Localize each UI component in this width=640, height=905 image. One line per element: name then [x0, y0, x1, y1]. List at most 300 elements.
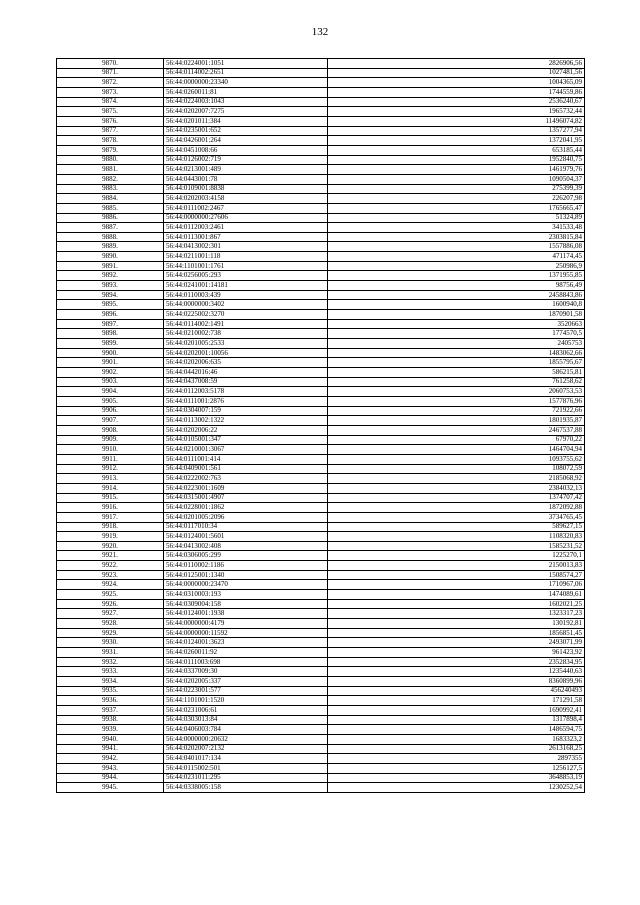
- cadastral-number-cell: 56:44:0338005:158: [164, 783, 328, 793]
- row-number-cell: 9886.: [57, 213, 164, 223]
- cadastral-value-cell: 1710967,06: [328, 580, 585, 590]
- cadastral-number-cell: 56:44:0114002:1491: [164, 319, 328, 329]
- cadastral-value-cell: 2536240,67: [328, 97, 585, 107]
- cadastral-number-cell: 56:44:1101001:1520: [164, 696, 328, 706]
- cadastral-number-cell: 56:44:0112003:5178: [164, 387, 328, 397]
- cadastral-number-cell: 56:44:0413002:408: [164, 541, 328, 551]
- row-number-cell: 9892.: [57, 271, 164, 281]
- table-row: [57, 744, 585, 754]
- cadastral-number-cell: 56:44:0235001:652: [164, 126, 328, 136]
- cadastral-number-cell: 56:44:0201005:2096: [164, 512, 328, 522]
- row-number-cell: 9908.: [57, 425, 164, 435]
- row-number-cell: 9889.: [57, 242, 164, 252]
- cadastral-value-cell: 171291,58: [328, 696, 585, 706]
- row-number-cell: 9900.: [57, 348, 164, 358]
- cadastral-number-cell: 56:44:0111001:2876: [164, 396, 328, 406]
- cadastral-value-cell: 2384032,13: [328, 483, 585, 493]
- cadastral-number-cell: 56:44:0202006:635: [164, 358, 328, 368]
- row-number-cell: 9934.: [57, 677, 164, 687]
- table-row: [57, 580, 585, 590]
- table-row: [57, 184, 585, 194]
- cadastral-value-cell: 2467537,88: [328, 425, 585, 435]
- cadastral-value-cell: 471174,45: [328, 252, 585, 262]
- row-number-cell: 9915.: [57, 493, 164, 503]
- cadastral-number-cell: 56:44:0231011:295: [164, 773, 328, 783]
- row-number-cell: 9882.: [57, 174, 164, 184]
- cadastral-number-cell: 56:44:0000000:11592: [164, 628, 328, 638]
- cadastral-value-cell: 3648853,19: [328, 773, 585, 783]
- table-row: [57, 454, 585, 464]
- cadastral-number-cell: 56:44:0225002:3270: [164, 310, 328, 320]
- cadastral-number-cell: 56:44:0231006:61: [164, 705, 328, 715]
- row-number-cell: 9926.: [57, 599, 164, 609]
- cadastral-value-cell: 1256127,5: [328, 763, 585, 773]
- cadastral-value-cell: 3520663: [328, 319, 585, 329]
- cadastral-number-cell: 56:44:0000000:20632: [164, 734, 328, 744]
- cadastral-value-cell: 1965732,44: [328, 107, 585, 117]
- table-row: [57, 136, 585, 146]
- cadastral-number-cell: 56:44:0000000:23470: [164, 580, 328, 590]
- row-number-cell: 9885.: [57, 203, 164, 213]
- row-number-cell: 9922.: [57, 561, 164, 571]
- table-row: [57, 59, 585, 69]
- cadastral-value-cell: 456240493: [328, 686, 585, 696]
- cadastral-value-cell: 2185068,92: [328, 474, 585, 484]
- cadastral-number-cell: 56:44:0223001:1609: [164, 483, 328, 493]
- table-row: [57, 503, 585, 513]
- table-row: [57, 203, 585, 213]
- cadastral-value-cell: 11496074,82: [328, 116, 585, 126]
- cadastral-number-cell: 56:44:0211001:118: [164, 252, 328, 262]
- table-row: [57, 319, 585, 329]
- cadastral-value-cell: 1486594,75: [328, 725, 585, 735]
- cadastral-value-cell: 1090504,37: [328, 174, 585, 184]
- table-row: [57, 232, 585, 242]
- table-row: [57, 329, 585, 339]
- cadastral-value-cell: 1801935,87: [328, 416, 585, 426]
- table-row: [57, 78, 585, 88]
- table-row: [57, 261, 585, 271]
- cadastral-value-cell: 586215,81: [328, 368, 585, 378]
- cadastral-number-cell: 56:44:0124001:1938: [164, 609, 328, 619]
- table-row: [57, 609, 585, 619]
- table-row: [57, 174, 585, 184]
- row-number-cell: 9870.: [57, 59, 164, 69]
- cadastral-number-cell: 56:44:0451008:66: [164, 145, 328, 155]
- row-number-cell: 9878.: [57, 136, 164, 146]
- cadastral-number-cell: 56:44:0113002:1322: [164, 416, 328, 426]
- cadastral-value-cell: 1690992,41: [328, 705, 585, 715]
- cadastral-value-cell: 3734765,45: [328, 512, 585, 522]
- cadastral-value-cell: 1683323,2: [328, 734, 585, 744]
- table-row: [57, 416, 585, 426]
- row-number-cell: 9874.: [57, 97, 164, 107]
- cadastral-number-cell: 56:44:0202007:7275: [164, 107, 328, 117]
- row-number-cell: 9903.: [57, 377, 164, 387]
- cadastral-number-cell: 56:44:0223001:577: [164, 686, 328, 696]
- cadastral-number-cell: 56:44:0256005:293: [164, 271, 328, 281]
- cadastral-number-cell: 56:44:0114002:2651: [164, 68, 328, 78]
- cadastral-number-cell: 56:44:0260011:92: [164, 648, 328, 658]
- row-number-cell: 9936.: [57, 696, 164, 706]
- table-row: [57, 425, 585, 435]
- cadastral-value-cell: 1774570,5: [328, 329, 585, 339]
- cadastral-number-cell: 56:44:0228001:1862: [164, 503, 328, 513]
- row-number-cell: 9917.: [57, 512, 164, 522]
- table-row: [57, 493, 585, 503]
- cadastral-number-cell: 56:44:0315001:4907: [164, 493, 328, 503]
- table-row: [57, 590, 585, 600]
- cadastral-number-cell: 56:44:0111001:414: [164, 454, 328, 464]
- cadastral-number-cell: 56:44:0111002:2467: [164, 203, 328, 213]
- cadastral-value-cell: 1317898,4: [328, 715, 585, 725]
- cadastral-value-cell: 721922,66: [328, 406, 585, 416]
- row-number-cell: 9897.: [57, 319, 164, 329]
- row-number-cell: 9880.: [57, 155, 164, 165]
- cadastral-value-cell: 1952840,75: [328, 155, 585, 165]
- row-number-cell: 9939.: [57, 725, 164, 735]
- row-number-cell: 9918.: [57, 522, 164, 532]
- cadastral-number-cell: 56:44:0202006:22: [164, 425, 328, 435]
- cadastral-number-cell: 56:44:0105001:347: [164, 435, 328, 445]
- cadastral-value-cell: 1027481,56: [328, 68, 585, 78]
- table-row: [57, 715, 585, 725]
- cadastral-value-cell: 130192,81: [328, 619, 585, 629]
- cadastral-value-cell: 589627,15: [328, 522, 585, 532]
- cadastral-value-cell: 2352834,95: [328, 657, 585, 667]
- row-number-cell: 9929.: [57, 628, 164, 638]
- table-row: [57, 126, 585, 136]
- cadastral-value-cell: 2897355: [328, 754, 585, 764]
- cadastral-value-cell: 2303815,84: [328, 232, 585, 242]
- row-number-cell: 9901.: [57, 358, 164, 368]
- table-row: [57, 532, 585, 542]
- cadastral-number-cell: 56:44:0224001:1051: [164, 59, 328, 69]
- cadastral-number-cell: 56:44:0113001:867: [164, 232, 328, 242]
- cadastral-value-cell: 1323317,23: [328, 609, 585, 619]
- row-number-cell: 9931.: [57, 648, 164, 658]
- table-row: [57, 628, 585, 638]
- cadastral-value-cell: 275399,39: [328, 184, 585, 194]
- row-number-cell: 9888.: [57, 232, 164, 242]
- row-number-cell: 9891.: [57, 261, 164, 271]
- cadastral-number-cell: 56:44:0224003:1043: [164, 97, 328, 107]
- row-number-cell: 9937.: [57, 705, 164, 715]
- row-number-cell: 9921.: [57, 551, 164, 561]
- cadastral-number-cell: 56:44:0426001:264: [164, 136, 328, 146]
- cadastral-number-cell: 56:44:0210002:738: [164, 329, 328, 339]
- table-row: [57, 657, 585, 667]
- table-row: [57, 310, 585, 320]
- table-row: [57, 734, 585, 744]
- cadastral-number-cell: 56:44:0409001:561: [164, 464, 328, 474]
- table-row: [57, 377, 585, 387]
- cadastral-value-cell: 1872092,88: [328, 503, 585, 513]
- cadastral-value-cell: 1585231,52: [328, 541, 585, 551]
- row-number-cell: 9899.: [57, 339, 164, 349]
- table-row: [57, 348, 585, 358]
- cadastral-value-cell: 1464704,94: [328, 445, 585, 455]
- row-number-cell: 9928.: [57, 619, 164, 629]
- cadastral-value-cell: 1744559,86: [328, 87, 585, 97]
- cadastral-value-cell: 1357277,94: [328, 126, 585, 136]
- cadastral-value-cell: 1461979,76: [328, 165, 585, 175]
- cadastral-value-cell: 1602021,25: [328, 599, 585, 609]
- row-number-cell: 9895.: [57, 300, 164, 310]
- cadastral-number-cell: 56:44:0000000:3402: [164, 300, 328, 310]
- row-number-cell: 9898.: [57, 329, 164, 339]
- table-row: [57, 223, 585, 233]
- cadastral-number-cell: 56:44:0260011:81: [164, 87, 328, 97]
- cadastral-value-cell: 1856851,45: [328, 628, 585, 638]
- table-row: [57, 435, 585, 445]
- page-number: 132: [311, 26, 329, 38]
- row-number-cell: 9914.: [57, 483, 164, 493]
- row-number-cell: 9887.: [57, 223, 164, 233]
- cadastral-value-cell: 961423,92: [328, 648, 585, 658]
- table-row: [57, 242, 585, 252]
- table-row: [57, 705, 585, 715]
- cadastral-number-cell: 56:44:0202001:10056: [164, 348, 328, 358]
- cadastral-number-cell: 56:44:0442016:46: [164, 368, 328, 378]
- cadastral-number-cell: 56:44:0310003:193: [164, 590, 328, 600]
- row-number-cell: 9881.: [57, 165, 164, 175]
- table-row: [57, 68, 585, 78]
- row-number-cell: 9916.: [57, 503, 164, 513]
- table-row: [57, 97, 585, 107]
- table-row: [57, 87, 585, 97]
- cadastral-number-cell: 56:44:0202007:2132: [164, 744, 328, 754]
- row-number-cell: 9872.: [57, 78, 164, 88]
- cadastral-value-cell: 2613168,25: [328, 744, 585, 754]
- table-row: [57, 561, 585, 571]
- cadastral-value-cell: 1870901,58: [328, 310, 585, 320]
- row-number-cell: 9944.: [57, 773, 164, 783]
- table-row: [57, 783, 585, 793]
- table-row: [57, 107, 585, 117]
- table-row: [57, 358, 585, 368]
- row-number-cell: 9919.: [57, 532, 164, 542]
- table-row: [57, 696, 585, 706]
- table-row: [57, 464, 585, 474]
- table-row: [57, 773, 585, 783]
- cadastral-value-cell: 2060753,53: [328, 387, 585, 397]
- cadastral-value-cell: 2826906,56: [328, 59, 585, 69]
- cadastral-value-cell: 1108320,83: [328, 532, 585, 542]
- table-row: [57, 368, 585, 378]
- cadastral-value-cell: 1004365,09: [328, 78, 585, 88]
- table-row: [57, 638, 585, 648]
- row-number-cell: 9894.: [57, 290, 164, 300]
- cadastral-number-cell: 56:44:0000000:4179: [164, 619, 328, 629]
- cadastral-value-cell: 1371955,85: [328, 271, 585, 281]
- row-number-cell: 9904.: [57, 387, 164, 397]
- table-row: [57, 599, 585, 609]
- cadastral-number-cell: 56:44:0222002:763: [164, 474, 328, 484]
- cadastral-number-cell: 56:44:0109001:8838: [164, 184, 328, 194]
- cadastral-value-cell: 653185,44: [328, 145, 585, 155]
- cadastral-value-cell: 2150013,83: [328, 561, 585, 571]
- row-number-cell: 9875.: [57, 107, 164, 117]
- row-number-cell: 9913.: [57, 474, 164, 484]
- cadastral-value-cell: 2405753: [328, 339, 585, 349]
- table-row: [57, 116, 585, 126]
- cadastral-number-cell: 56:44:0437008:59: [164, 377, 328, 387]
- cadastral-number-cell: 56:44:0303013:84: [164, 715, 328, 725]
- cadastral-value-cell: 1765665,47: [328, 203, 585, 213]
- cadastral-number-cell: 56:44:0337009:30: [164, 667, 328, 677]
- table-row: [57, 252, 585, 262]
- cadastral-value-cell: 1230252,54: [328, 783, 585, 793]
- row-number-cell: 9884.: [57, 194, 164, 204]
- cadastral-number-cell: 56:44:0306005:299: [164, 551, 328, 561]
- cadastral-number-cell: 56:44:0413002:301: [164, 242, 328, 252]
- cadastral-number-cell: 56:44:0124001:5601: [164, 532, 328, 542]
- table-row: [57, 406, 585, 416]
- row-number-cell: 9896.: [57, 310, 164, 320]
- row-number-cell: 9912.: [57, 464, 164, 474]
- table-row: [57, 445, 585, 455]
- table-row: [57, 551, 585, 561]
- table-row: [57, 290, 585, 300]
- cadastral-number-cell: 56:44:0000000:27606: [164, 213, 328, 223]
- cadastral-number-cell: 56:44:0201011:384: [164, 116, 328, 126]
- cadastral-value-cell: 2493071,99: [328, 638, 585, 648]
- cadastral-value-table: [56, 58, 585, 793]
- cadastral-number-cell: 56:44:0202005:337: [164, 677, 328, 687]
- table-row: [57, 387, 585, 397]
- table-row: [57, 483, 585, 493]
- table-row: [57, 271, 585, 281]
- cadastral-number-cell: 56:44:0213001:489: [164, 165, 328, 175]
- cadastral-value-cell: 226207,98: [328, 194, 585, 204]
- cadastral-value-cell: 1600940,8: [328, 300, 585, 310]
- cadastral-number-cell: 56:44:0443001:78: [164, 174, 328, 184]
- cadastral-value-cell: 1093755,62: [328, 454, 585, 464]
- cadastral-number-cell: 56:44:0304007:159: [164, 406, 328, 416]
- cadastral-number-cell: 56:44:0112003:2461: [164, 223, 328, 233]
- table-row: [57, 512, 585, 522]
- row-number-cell: 9883.: [57, 184, 164, 194]
- cadastral-number-cell: 56:44:0210001:3067: [164, 445, 328, 455]
- row-number-cell: 9905.: [57, 396, 164, 406]
- cadastral-value-cell: 1557886,08: [328, 242, 585, 252]
- row-number-cell: 9933.: [57, 667, 164, 677]
- table-row: [57, 194, 585, 204]
- row-number-cell: 9873.: [57, 87, 164, 97]
- row-number-cell: 9907.: [57, 416, 164, 426]
- row-number-cell: 9941.: [57, 744, 164, 754]
- cadastral-value-cell: 761258,62: [328, 377, 585, 387]
- cadastral-value-cell: 1508574,27: [328, 570, 585, 580]
- row-number-cell: 9909.: [57, 435, 164, 445]
- cadastral-value-cell: 1474089,61: [328, 590, 585, 600]
- cadastral-value-cell: 108072,59: [328, 464, 585, 474]
- row-number-cell: 9923.: [57, 570, 164, 580]
- cadastral-number-cell: 56:44:0110003:439: [164, 290, 328, 300]
- cadastral-value-cell: 67970,22: [328, 435, 585, 445]
- table-row: [57, 754, 585, 764]
- cadastral-value-cell: 1372041,95: [328, 136, 585, 146]
- cadastral-value-cell: 8360899,96: [328, 677, 585, 687]
- table-row: [57, 339, 585, 349]
- cadastral-value-cell: 1483062,66: [328, 348, 585, 358]
- table-row: [57, 570, 585, 580]
- row-number-cell: 9879.: [57, 145, 164, 155]
- cadastral-number-cell: 56:44:0241001:14181: [164, 281, 328, 291]
- cadastral-number-cell: 56:44:0201005:2533: [164, 339, 328, 349]
- row-number-cell: 9924.: [57, 580, 164, 590]
- table-row: [57, 522, 585, 532]
- table-row: [57, 300, 585, 310]
- row-number-cell: 9925.: [57, 590, 164, 600]
- table-row: [57, 281, 585, 291]
- cadastral-number-cell: 56:44:0406003:784: [164, 725, 328, 735]
- cadastral-number-cell: 56:44:0117010:34: [164, 522, 328, 532]
- table-row: [57, 541, 585, 551]
- row-number-cell: 9893.: [57, 281, 164, 291]
- row-number-cell: 9927.: [57, 609, 164, 619]
- row-number-cell: 9930.: [57, 638, 164, 648]
- row-number-cell: 9911.: [57, 454, 164, 464]
- table-body: [57, 59, 585, 793]
- cadastral-value-cell: 1225270,1: [328, 551, 585, 561]
- cadastral-value-cell: 1374707,42: [328, 493, 585, 503]
- row-number-cell: 9945.: [57, 783, 164, 793]
- cadastral-number-cell: 56:44:0111003:698: [164, 657, 328, 667]
- row-number-cell: 9940.: [57, 734, 164, 744]
- cadastral-value-cell: 250986,9: [328, 261, 585, 271]
- table-row: [57, 145, 585, 155]
- table-row: [57, 677, 585, 687]
- table-row: [57, 396, 585, 406]
- table-row: [57, 165, 585, 175]
- row-number-cell: 9943.: [57, 763, 164, 773]
- row-number-cell: 9902.: [57, 368, 164, 378]
- row-number-cell: 9876.: [57, 116, 164, 126]
- row-number-cell: 9910.: [57, 445, 164, 455]
- cadastral-number-cell: 56:44:0110002:1186: [164, 561, 328, 571]
- table-row: [57, 474, 585, 484]
- table-row: [57, 725, 585, 735]
- row-number-cell: 9920.: [57, 541, 164, 551]
- row-number-cell: 9890.: [57, 252, 164, 262]
- cadastral-number-cell: 56:44:0126002:719: [164, 155, 328, 165]
- cadastral-number-cell: 56:44:1101001:1761: [164, 261, 328, 271]
- row-number-cell: 9942.: [57, 754, 164, 764]
- cadastral-value-cell: 341533,48: [328, 223, 585, 233]
- table-row: [57, 648, 585, 658]
- cadastral-number-cell: 56:44:0115002:501: [164, 763, 328, 773]
- cadastral-value-cell: 51324,89: [328, 213, 585, 223]
- row-number-cell: 9877.: [57, 126, 164, 136]
- table-row: [57, 667, 585, 677]
- table-row: [57, 155, 585, 165]
- cadastral-value-cell: 1577876,96: [328, 396, 585, 406]
- table-row: [57, 213, 585, 223]
- cadastral-value-cell: 2458843,86: [328, 290, 585, 300]
- row-number-cell: 9938.: [57, 715, 164, 725]
- row-number-cell: 9906.: [57, 406, 164, 416]
- cadastral-value-cell: 1855795,67: [328, 358, 585, 368]
- row-number-cell: 9935.: [57, 686, 164, 696]
- cadastral-value-cell: 1235440,63: [328, 667, 585, 677]
- row-number-cell: 9932.: [57, 657, 164, 667]
- table-row: [57, 686, 585, 696]
- cadastral-number-cell: 56:44:0309004:158: [164, 599, 328, 609]
- row-number-cell: 9871.: [57, 68, 164, 78]
- cadastral-value-cell: 98756,49: [328, 281, 585, 291]
